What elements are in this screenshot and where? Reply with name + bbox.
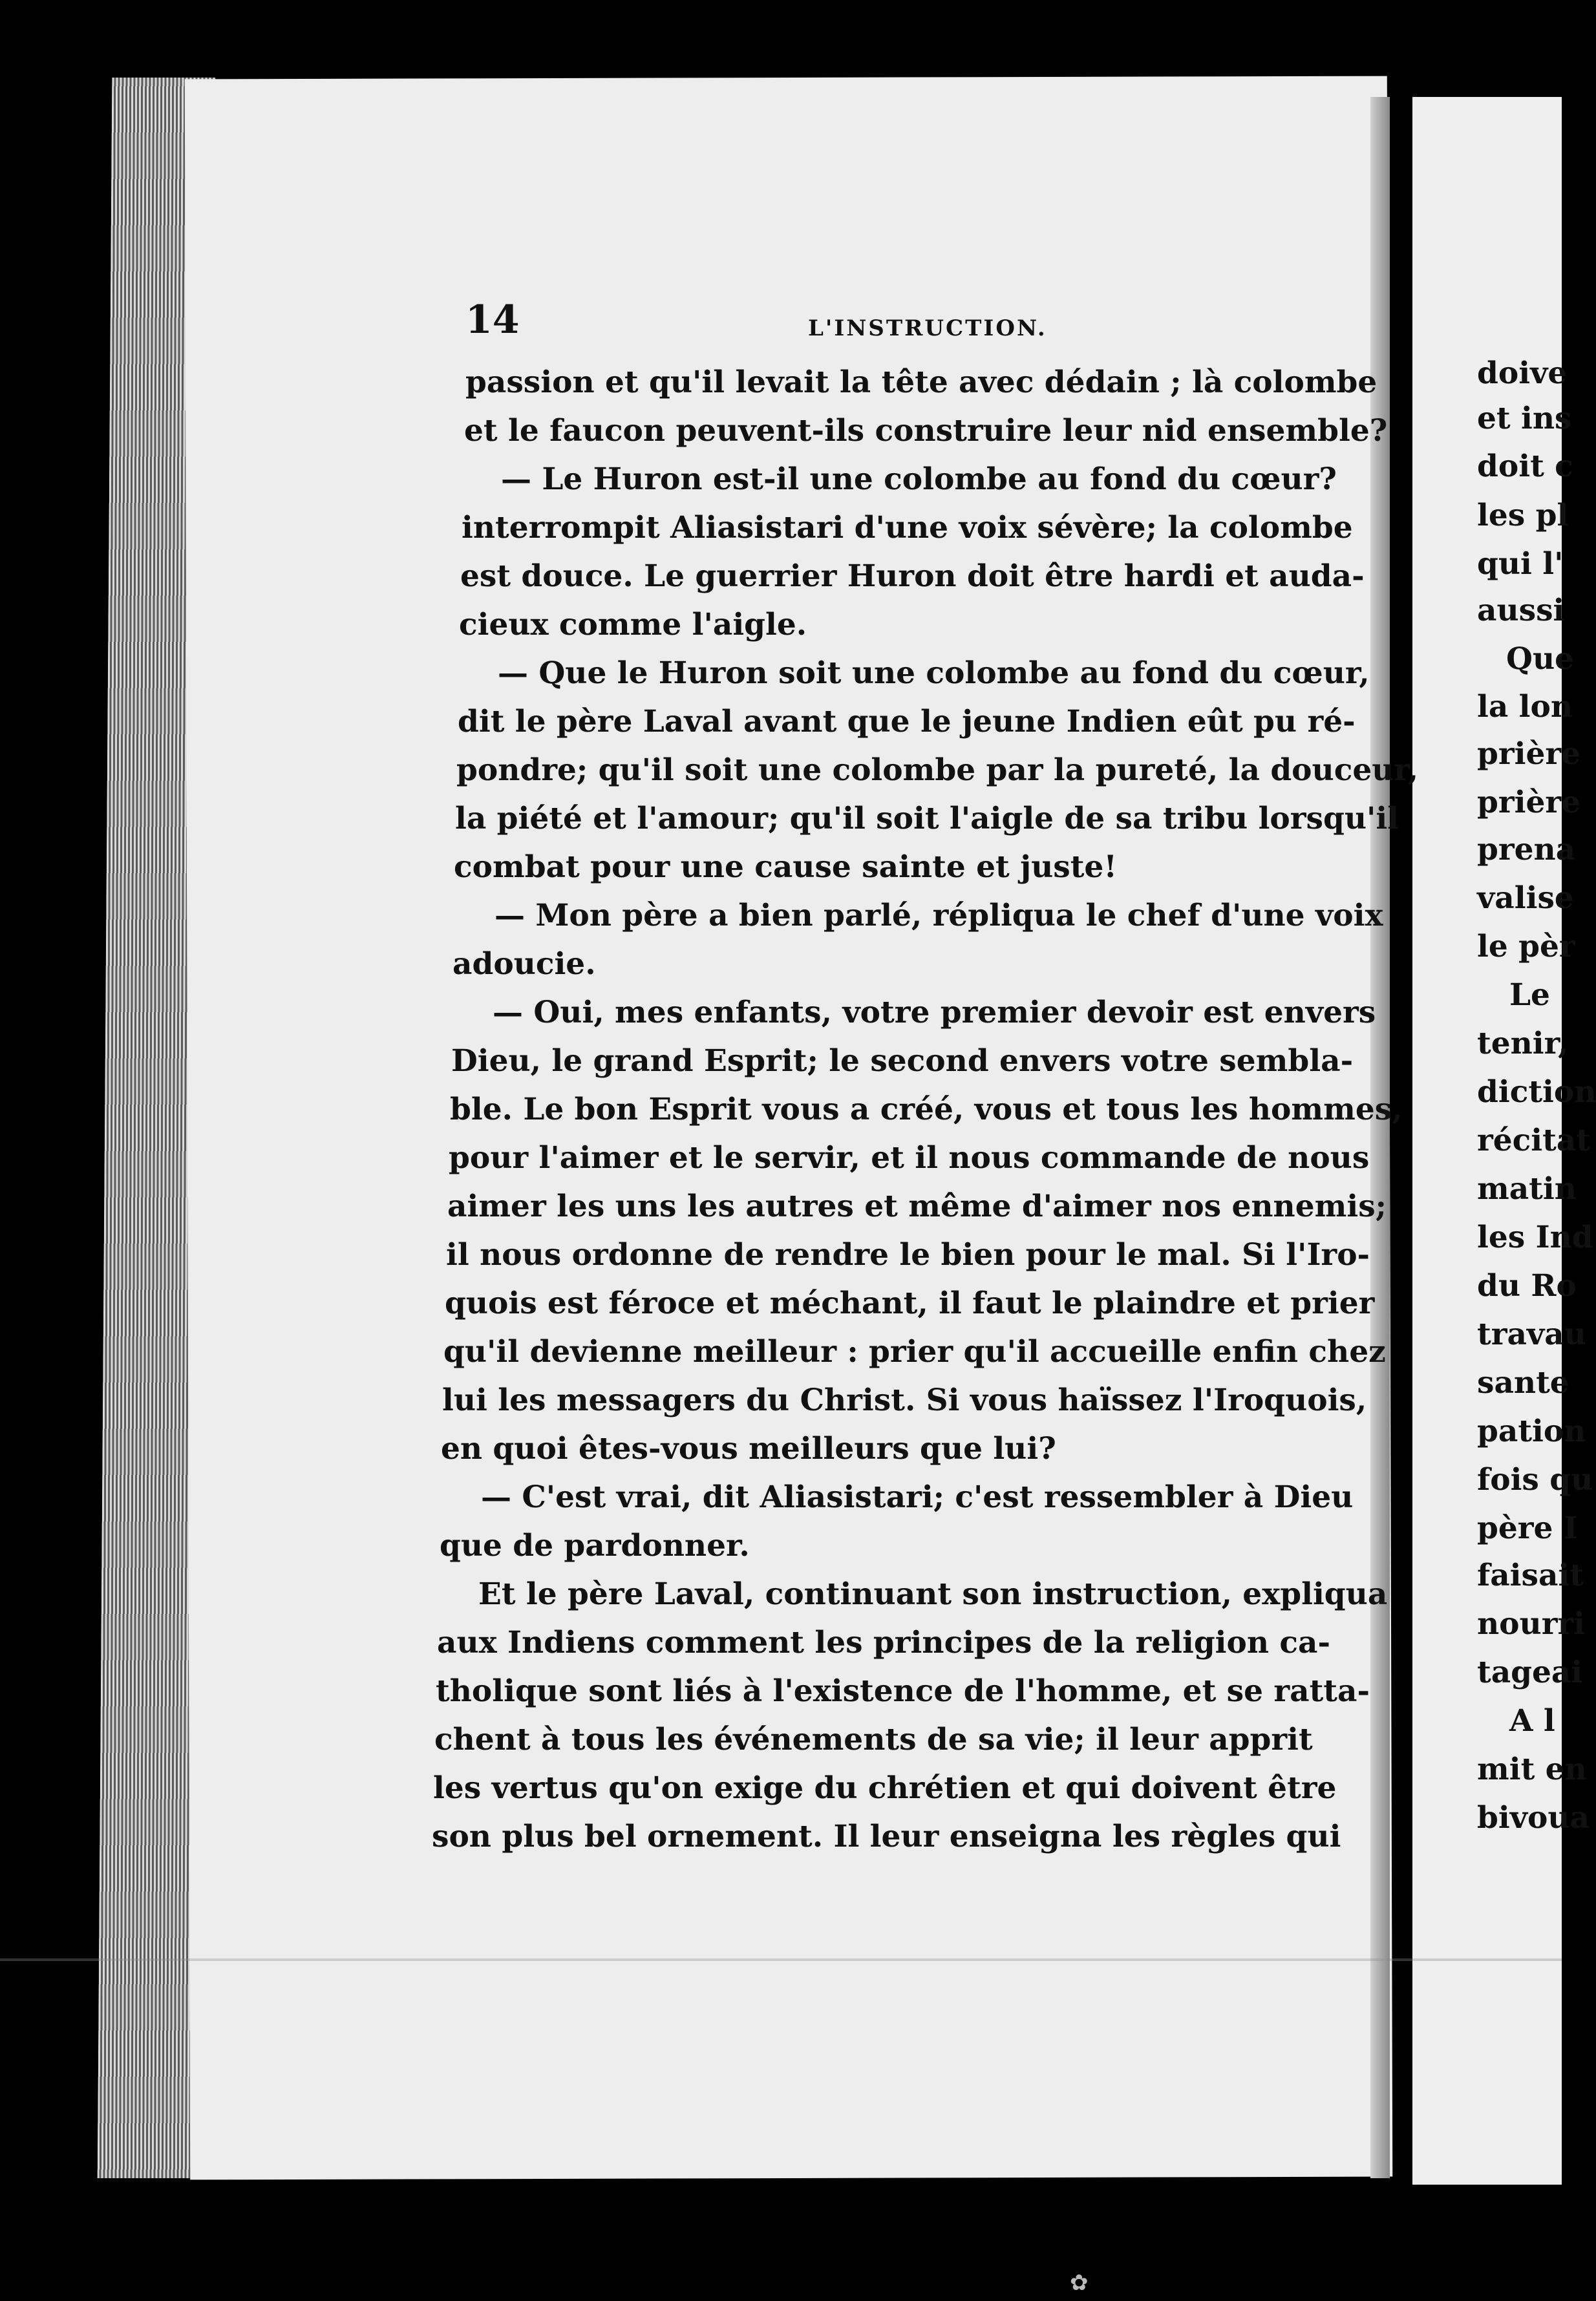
text-line: prena xyxy=(1477,832,1576,867)
text-line: passion et qu'il levait la tête avec dédain ; là colombe xyxy=(465,365,1378,400)
text-line: la piété et l'amour; qu'il soit l'aigle de sa tribu lorsqu'il xyxy=(455,801,1399,836)
text-line: Dieu, le grand Esprit; le second envers votre sembla- xyxy=(451,1043,1354,1079)
text-line: adoucie. xyxy=(452,946,596,982)
text-line: diction xyxy=(1477,1074,1596,1110)
text-line: A l xyxy=(1509,1703,1555,1739)
running-title: L'INSTRUCTION. xyxy=(808,315,1047,341)
text-line: tholique sont liés à l'existence de l'homme, et se ratta- xyxy=(436,1673,1370,1709)
text-line: chent à tous les événements de sa vie; il leur apprit xyxy=(434,1722,1313,1757)
page-number: 14 xyxy=(465,297,520,343)
text-line: combat pour une cause sainte et juste! xyxy=(454,849,1117,885)
text-line: aux Indiens comment les principes de la religion ca- xyxy=(437,1625,1331,1660)
text-line: quois est féroce et méchant, il faut le plaindre et prier xyxy=(445,1286,1375,1321)
text-line: du Ro xyxy=(1477,1268,1577,1304)
text-line: pour l'aimer et le servir, et il nous commande de nous xyxy=(449,1140,1370,1176)
text-line: et le faucon peuvent-ils construire leur nid ensemble? xyxy=(464,413,1388,449)
text-line: dit le père Laval avant que le jeune Indien eût pu ré- xyxy=(458,704,1356,739)
text-line: interrompit Aliasistari d'une voix sévère; la colombe xyxy=(462,510,1353,546)
text-line: Le xyxy=(1509,977,1550,1013)
text-line: mit en xyxy=(1477,1752,1587,1787)
text-line: est douce. Le guerrier Huron doit être hardi et auda- xyxy=(460,558,1365,594)
text-line: doive xyxy=(1477,355,1568,391)
text-line: son plus bel ornement. Il leur enseigna les règles qui xyxy=(432,1819,1341,1854)
text-line: doit c xyxy=(1477,449,1573,484)
text-line: le pèr xyxy=(1477,929,1575,964)
text-line: il nous ordonne de rendre le bien pour le mal. Si l'Iro- xyxy=(446,1237,1370,1273)
text-line: aimer les uns les autres et même d'aimer nos ennemis; xyxy=(447,1189,1387,1224)
text-line: qui l' xyxy=(1477,546,1564,582)
text-line: — Mon père a bien parlé, répliqua le chef d'une voix xyxy=(495,898,1383,933)
text-line: en quoi êtes-vous meilleurs que lui? xyxy=(441,1431,1056,1467)
scan-artifact-line xyxy=(0,1958,1562,1961)
text-line: récitat xyxy=(1477,1123,1591,1158)
text-line: — Le Huron est-il une colombe au fond du cœur? xyxy=(501,461,1337,497)
text-line: que de pardonner. xyxy=(440,1528,750,1564)
text-line: tenir, xyxy=(1477,1026,1569,1061)
text-line: lui les messagers du Christ. Si vous haïssez l'Iroquois, xyxy=(442,1383,1367,1418)
text-line: qu'il devienne meilleur : prier qu'il accueille enfin chez xyxy=(443,1334,1386,1370)
text-line: — Oui, mes enfants, votre premier devoir est envers xyxy=(493,995,1376,1030)
text-line: la lon xyxy=(1477,689,1573,725)
text-line: — C'est vrai, dit Aliasistari; c'est ressembler à Dieu xyxy=(481,1479,1354,1515)
text-line: sante xyxy=(1477,1365,1569,1401)
text-line: les Ind xyxy=(1477,1220,1593,1255)
text-line: père I xyxy=(1477,1511,1578,1546)
text-line: prière xyxy=(1477,736,1581,772)
text-line: et ins xyxy=(1477,401,1572,436)
text-line: tageai xyxy=(1477,1655,1583,1690)
text-line: prière xyxy=(1477,785,1581,820)
text-line: travau xyxy=(1477,1317,1586,1352)
text-line: aussi xyxy=(1477,593,1565,628)
text-line: fois qu xyxy=(1477,1462,1593,1498)
text-line: matin xyxy=(1477,1171,1577,1207)
text-line: valise xyxy=(1477,880,1574,916)
text-line: les pl xyxy=(1477,498,1569,533)
text-line: — Que le Huron soit une colombe au fond du cœur, xyxy=(498,655,1370,691)
text-line: faisait xyxy=(1477,1558,1584,1593)
text-line: les vertus qu'on exige du chrétien et qui doivent être xyxy=(433,1770,1337,1806)
text-line: cieux comme l'aigle. xyxy=(459,607,807,642)
text-line: pation xyxy=(1477,1414,1586,1449)
text-line: bivoua xyxy=(1477,1800,1590,1836)
text-line: nourri xyxy=(1477,1606,1586,1642)
text-line: ble. Le bon Esprit vous a créé, vous et tous les hommes, xyxy=(450,1092,1403,1127)
text-line: Et le père Laval, continuant son instruction, expliqua xyxy=(478,1576,1388,1612)
text-line: pondre; qu'il soit une colombe par la pureté, la douceur, xyxy=(456,752,1419,788)
scan-mark-icon: ✿ xyxy=(1070,2270,1089,2296)
text-line: Que xyxy=(1506,641,1575,677)
